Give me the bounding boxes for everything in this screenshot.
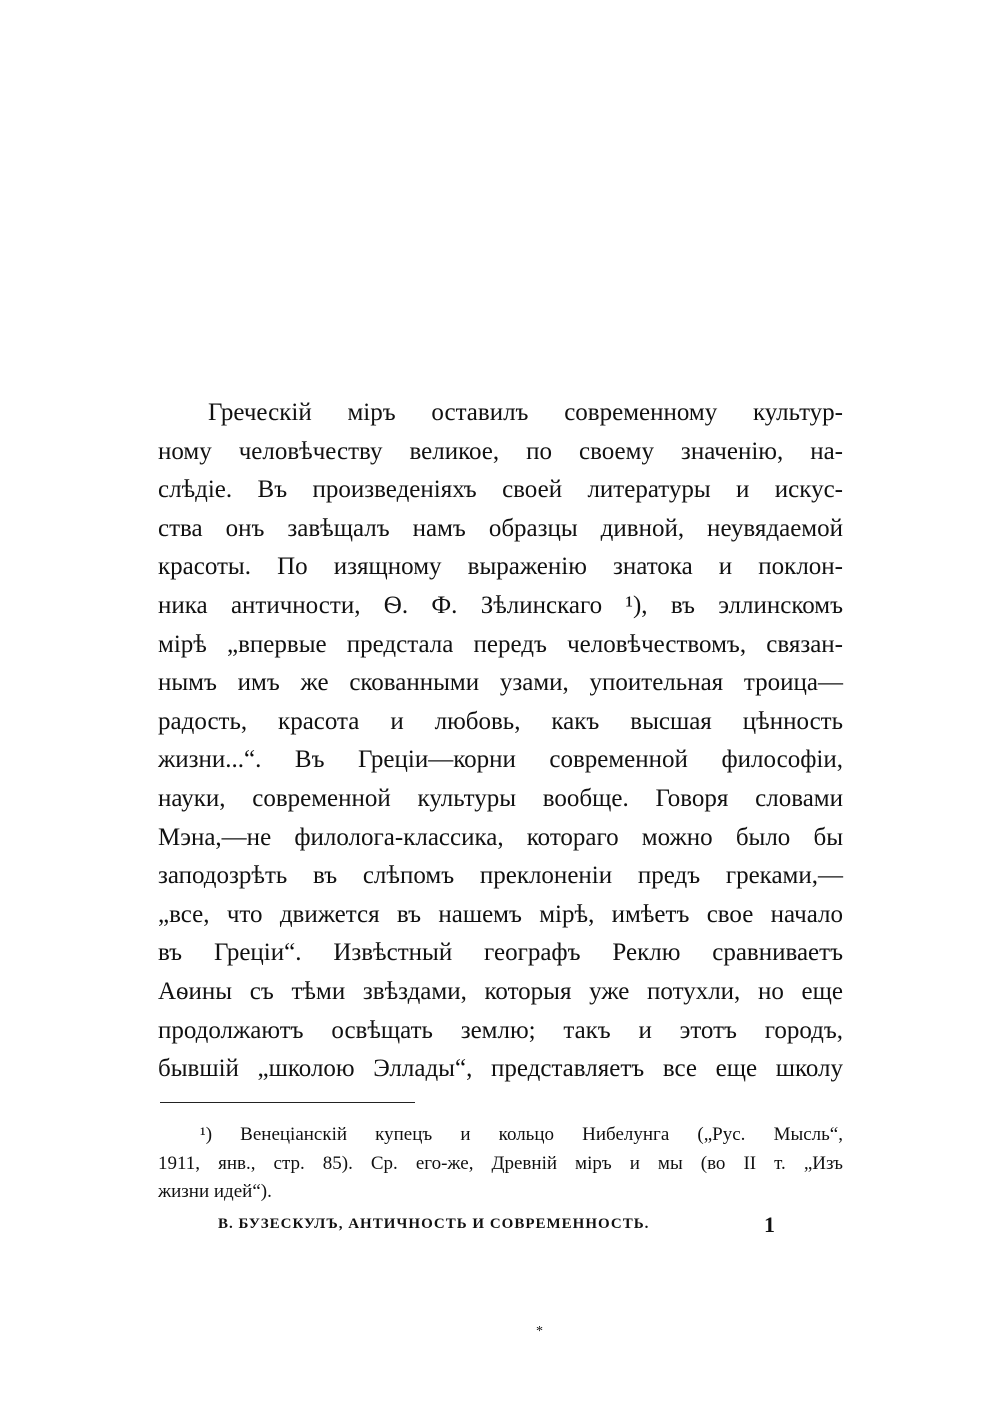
bottom-mark: * — [536, 1324, 543, 1339]
text-line: ника античности, Ѳ. Ф. Зѣлинскаго ¹), въ эллинскомъ — [158, 592, 843, 619]
text-line: Греческій міръ оставилъ современному культур- — [208, 399, 843, 426]
signature-number: 1 — [764, 1212, 775, 1237]
text-line: въ Греціи“. Извѣстный географъ Реклю сравниваетъ — [158, 939, 843, 966]
text-line: красоты. По изящному выраженію знатока и поклон- — [158, 553, 843, 580]
text-line: слѣдіе. Въ произведеніяхъ своей литературы и искус- — [158, 476, 843, 503]
text-line: ному человѣчеству великое, по своему значенію, на- — [158, 438, 843, 465]
text-line: бывшій „школою Эллады“, представляетъ все еще школу — [158, 1055, 843, 1082]
text-line: мірѣ „впервые предстала передъ человѣчествомъ, связан- — [158, 631, 843, 658]
footnote-divider — [160, 1102, 415, 1103]
footnote-line: 1911, янв., стр. 85). Ср. его-же, Древній міръ и мы (во II т. „Изъ — [158, 1153, 843, 1174]
text-line: заподозрѣть въ слѣпомъ преклоненіи предъ греками,— — [158, 862, 843, 889]
text-line: продолжаютъ освѣщать землю; такъ и этотъ городъ, — [158, 1017, 843, 1044]
signature-line: В. БУЗЕСКУЛЪ, АНТИЧНОСТЬ И СОВРЕМЕННОСТЬ. — [218, 1216, 650, 1232]
text-line: радость, красота и любовь, какъ высшая цѣнность — [158, 708, 843, 735]
text-line: Аѳины съ тѣми звѣздами, которыя уже потухли, но еще — [158, 978, 843, 1005]
text-line: нымъ имъ же скованными узами, упоительная троица— — [158, 669, 843, 696]
text-line: ства онъ завѣщалъ намъ образцы дивной, неувядаемой — [158, 515, 843, 542]
footnote-line: жизни идей“). — [158, 1181, 272, 1202]
text-line: жизни...“. Въ Греціи—корни современной философіи, — [158, 746, 843, 773]
text-line: „все, что движется въ нашемъ мірѣ, имѣетъ свое начало — [158, 901, 843, 928]
footnote-line: ¹) Венеціанскій купецъ и кольцо Нибелунга („Рус. Мысль“, — [200, 1124, 843, 1145]
text-line: Мэна,—не филолога-классика, котораго можно было бы — [158, 824, 843, 851]
text-line: науки, современной культуры вообще. Говоря словами — [158, 785, 843, 812]
